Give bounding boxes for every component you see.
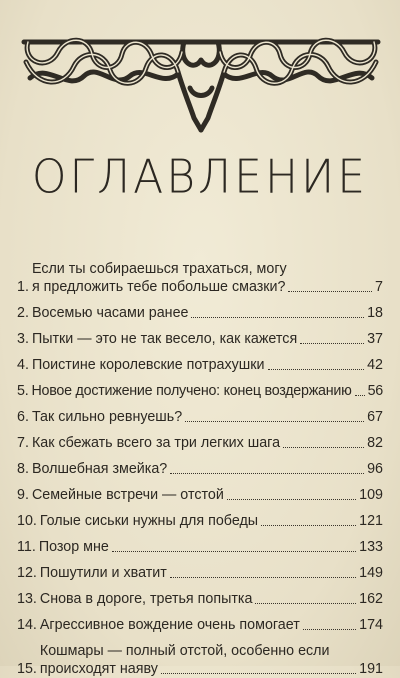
toc-entry-7[interactable]	[17, 426, 383, 452]
entry-title-line2: происходят наяву	[39, 661, 158, 677]
entry-number: 6.	[17, 409, 29, 425]
toc-entry-9[interactable]	[17, 478, 383, 504]
entry-number: 11.	[17, 539, 36, 555]
table-of-contents	[17, 252, 383, 678]
entry-number: 13.	[17, 591, 37, 607]
toc-entry-10[interactable]	[17, 504, 383, 530]
entry-number: 2.	[17, 305, 29, 321]
entry-title: Новое достижение получено: конец воздержанию	[31, 383, 352, 399]
dot-leader	[355, 395, 365, 396]
dot-leader	[303, 629, 356, 630]
entry-title: Голые сиськи нужны для победы	[39, 513, 259, 529]
dot-leader	[170, 577, 356, 578]
entry-number: 7.	[17, 435, 29, 451]
toc-entry-14[interactable]	[17, 608, 383, 634]
entry-page: 191	[359, 661, 383, 677]
dot-leader	[112, 551, 356, 552]
entry-page: 109	[359, 487, 383, 503]
toc-entry-15[interactable]	[17, 634, 383, 678]
toc-entry-1[interactable]	[17, 252, 383, 296]
entry-title: Агрессивное вождение очень помогает	[39, 617, 300, 633]
entry-title: Пошутили и хватит	[39, 565, 167, 581]
dot-leader	[268, 369, 365, 370]
entry-title: Так сильно ревнуешь?	[31, 409, 183, 425]
page-title: ОГЛАВЛЕНИЕ	[31, 150, 369, 205]
dot-leader	[191, 317, 364, 318]
toc-entry-8[interactable]	[17, 452, 383, 478]
dot-leader	[227, 499, 356, 500]
entry-page: 42	[367, 357, 383, 373]
entry-number: 8.	[17, 461, 29, 477]
toc-entry-2[interactable]	[17, 296, 383, 322]
entry-page: 149	[359, 565, 383, 581]
entry-title: Позор мне	[38, 539, 109, 555]
toc-entry-4[interactable]	[17, 348, 383, 374]
entry-number: 3.	[17, 331, 29, 347]
toc-entry-3[interactable]	[17, 322, 383, 348]
dot-leader	[300, 343, 364, 344]
entry-title: Восемью часами ранее	[31, 305, 189, 321]
entry-title-line1: Кошмары — полный отстой, особенно если	[39, 643, 330, 659]
entry-title: Волшебная змейка?	[31, 461, 168, 477]
entry-number: 4.	[17, 357, 29, 373]
entry-number: 9.	[17, 487, 29, 503]
celtic-knot-ornament-icon	[18, 32, 384, 132]
dot-leader	[288, 291, 372, 292]
entry-title-line1: Если ты собираешься трахаться, могу	[31, 261, 287, 277]
entry-title: Как сбежать всего за три легких шага	[31, 435, 281, 451]
toc-entry-12[interactable]	[17, 556, 383, 582]
entry-page: 162	[359, 591, 383, 607]
toc-entry-11[interactable]	[17, 530, 383, 556]
entry-number: 1.	[17, 279, 29, 295]
dot-leader	[161, 673, 356, 674]
entry-page: 56	[367, 383, 383, 399]
entry-title: Семейные встречи — отстой	[31, 487, 224, 503]
entry-number: 14.	[17, 617, 37, 633]
entry-page: 133	[359, 539, 383, 555]
entry-page: 96	[367, 461, 383, 477]
entry-page: 37	[367, 331, 383, 347]
toc-entry-13[interactable]	[17, 582, 383, 608]
dot-leader	[170, 473, 364, 474]
entry-title-line2: я предложить тебе побольше смазки?	[31, 279, 286, 295]
entry-page: 18	[367, 305, 383, 321]
entry-number: 10.	[17, 513, 37, 529]
entry-title: Снова в дороге, третья попытка	[39, 591, 253, 607]
dot-leader	[185, 421, 364, 422]
entry-page: 121	[359, 513, 383, 529]
entry-title: Поистине королевские потрахушки	[31, 357, 265, 373]
entry-page: 174	[359, 617, 383, 633]
toc-entry-5[interactable]	[17, 374, 383, 400]
dot-leader	[261, 525, 356, 526]
entry-page: 7	[375, 279, 383, 295]
dot-leader	[255, 603, 356, 604]
entry-page: 82	[367, 435, 383, 451]
entry-page: 67	[367, 409, 383, 425]
entry-number: 12.	[17, 565, 37, 581]
entry-number: 15.	[17, 661, 37, 677]
toc-entry-6[interactable]	[17, 400, 383, 426]
entry-title: Пытки — это не так весело, как кажется	[31, 331, 298, 347]
dot-leader	[283, 447, 364, 448]
entry-number: 5.	[17, 383, 29, 399]
